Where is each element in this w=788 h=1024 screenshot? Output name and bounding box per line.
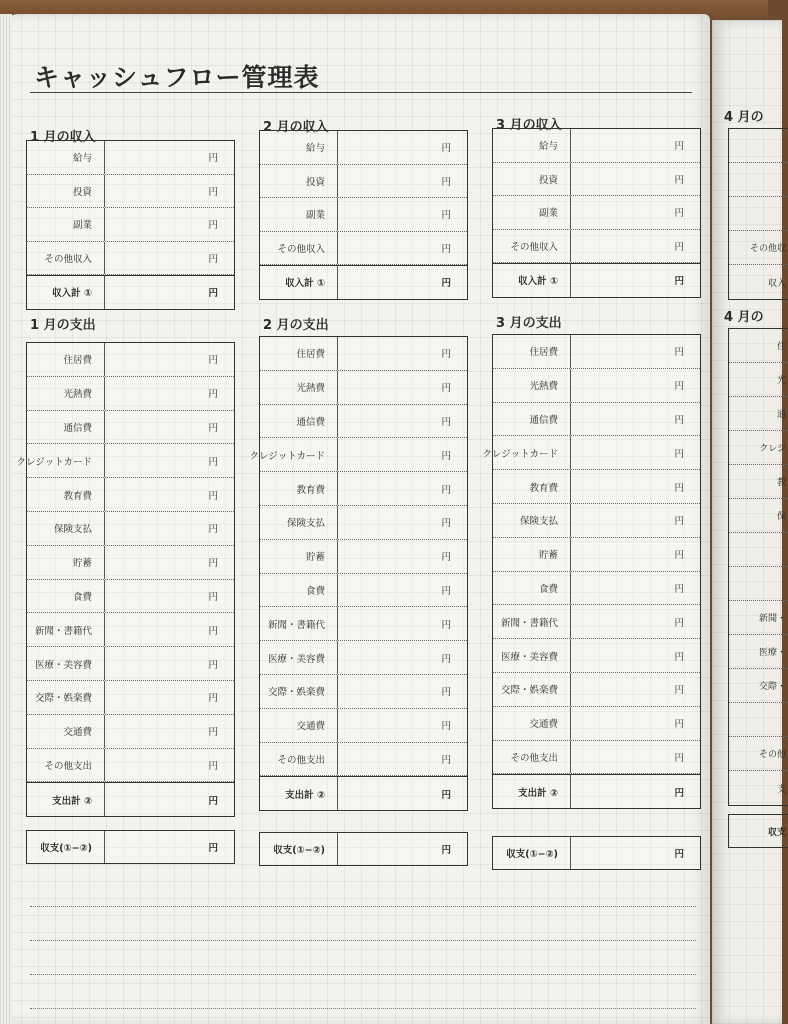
expense-item-row: [260, 405, 467, 439]
expense-item-row: [27, 377, 234, 411]
income-item-label: 投資: [493, 163, 571, 196]
income-item-row: [493, 129, 700, 163]
expense-item-label: 新聞・書籍代: [27, 613, 105, 646]
memo-line: [30, 1008, 696, 1010]
expense-item-partial: [729, 703, 788, 737]
income-item-partial: [729, 163, 788, 197]
expense-table-partial: [728, 328, 788, 806]
income-total-row: [27, 275, 234, 309]
expense-item-row: [249, 438, 467, 472]
expense-item-partial: 住: [729, 329, 788, 363]
income-item-label: 投資: [260, 165, 338, 198]
balance-box: [259, 832, 468, 866]
expense-item-amount-field[interactable]: 円: [441, 687, 451, 699]
expense-item-row: [27, 715, 234, 749]
expense-item-partial: 教: [729, 465, 788, 499]
income-item-label: 副業: [493, 196, 571, 229]
expense-item-amount-field[interactable]: 円: [208, 625, 218, 637]
income-total-amount-field[interactable]: 円: [674, 276, 684, 288]
expense-item-partial: その他: [729, 737, 788, 771]
income-item-row: [493, 230, 700, 264]
expense-item-amount-field[interactable]: 円: [441, 518, 451, 530]
income-item-partial: [729, 197, 788, 231]
expense-item-label: 保険支払: [27, 512, 105, 545]
income-item-amount-field[interactable]: 円: [208, 153, 218, 165]
expense-item-amount-field[interactable]: 円: [441, 585, 451, 597]
income-item-row: [260, 198, 467, 232]
income-item-label: その他収入: [27, 242, 105, 275]
expense-item-row: [27, 478, 234, 512]
expense-item-label: クレジットカード: [493, 436, 571, 469]
expense-item-label: 通信費: [260, 405, 338, 438]
expense-item-amount-field[interactable]: 円: [208, 490, 218, 502]
expense-item-amount-field[interactable]: 円: [674, 651, 684, 663]
income-table: [492, 128, 701, 298]
expense-item-label: 貯蓄: [27, 546, 105, 579]
income-table: [26, 140, 235, 310]
expense-item-label: 教育費: [260, 472, 338, 505]
expense-item-partial: クレジ: [729, 431, 788, 465]
expense-item-label: 通信費: [493, 403, 571, 436]
expense-item-label: 新聞・書籍代: [493, 605, 571, 638]
next-page-edge: [712, 20, 786, 1024]
income-item-row: [493, 196, 700, 230]
income-item-label: その他収入: [260, 232, 338, 265]
expense-item-label: 通信費: [27, 411, 105, 444]
expense-item-label: 保険支払: [493, 504, 571, 537]
income-table: [259, 130, 468, 300]
income-item-row: [27, 141, 234, 175]
expense-item-label: 教育費: [27, 478, 105, 511]
income-total-amount-field[interactable]: 円: [441, 278, 451, 290]
title-underline: [30, 92, 692, 93]
expense-item-amount-field[interactable]: 円: [674, 583, 684, 595]
expense-item-partial: 通: [729, 397, 788, 431]
expense-item-row: [493, 335, 700, 369]
income-item-amount-field[interactable]: 円: [441, 176, 451, 188]
income-item-amount-field[interactable]: 円: [208, 220, 218, 232]
expense-item-amount-field[interactable]: 円: [674, 550, 684, 562]
income-item-partial: [729, 129, 788, 163]
expense-item-label: その他支出: [27, 749, 105, 782]
expense-item-row: [260, 574, 467, 608]
income-heading: 1 月の収入: [30, 130, 96, 145]
expense-item-label: 貯蓄: [493, 538, 571, 571]
expense-item-amount-field[interactable]: 円: [674, 516, 684, 528]
expense-item-label: 交通費: [27, 715, 105, 748]
income-total-row: [260, 265, 467, 299]
expense-item-label: その他支出: [260, 743, 338, 776]
income-item-row: [260, 131, 467, 165]
income-item-label: 副業: [260, 198, 338, 231]
expense-item-row: [27, 681, 234, 715]
expense-item-row: [27, 343, 234, 377]
balance-amount-field[interactable]: 円: [208, 843, 218, 854]
expense-item-label: 光熱費: [27, 377, 105, 410]
expense-total-amount-field[interactable]: 円: [441, 789, 451, 801]
expense-item-label: 食費: [27, 580, 105, 613]
expense-item-amount-field[interactable]: 円: [441, 754, 451, 766]
expense-item-amount-field[interactable]: 円: [441, 552, 451, 564]
expense-item-partial: 医療・: [729, 635, 788, 669]
income-item-amount-field[interactable]: 円: [441, 210, 451, 222]
expense-item-row: [493, 470, 700, 504]
expense-total-row: [27, 782, 234, 816]
expense-table: [482, 334, 701, 809]
expense-item-partial: 支: [776, 784, 786, 795]
expense-item-label: 住居費: [260, 337, 338, 370]
expense-total-amount-field[interactable]: 円: [674, 787, 684, 799]
expense-item-amount-field[interactable]: 円: [674, 482, 684, 494]
expense-table: [16, 342, 235, 817]
expense-item-label: 光熱費: [493, 369, 571, 402]
expense-item-label: 貯蓄: [260, 540, 338, 573]
expense-item-amount-field[interactable]: 円: [441, 383, 451, 395]
income-item-amount-field[interactable]: 円: [208, 253, 218, 265]
balance-box: [492, 836, 701, 870]
income-item-row: [260, 165, 467, 199]
expense-item-amount-field[interactable]: 円: [208, 558, 218, 570]
expense-total-row: [260, 776, 467, 810]
expense-item-label: 医療・美容費: [493, 639, 571, 672]
expense-item-row: [27, 647, 234, 681]
expense-item-label: 医療・美容費: [260, 641, 338, 674]
expense-total-label: 支出計 ②: [493, 775, 571, 808]
expense-total-row: [493, 774, 700, 808]
balance-label: 収支(①−②): [27, 831, 105, 863]
memo-line: [30, 974, 696, 976]
expense-item-amount-field[interactable]: 円: [208, 760, 218, 772]
expense-item-row: [260, 709, 467, 743]
income-heading: 3 月の収入: [496, 118, 562, 133]
page-title: キャッシュフロー管理表: [34, 63, 320, 92]
income-item-row: [27, 242, 234, 276]
expense-item-amount-field[interactable]: 円: [208, 591, 218, 603]
expense-item-label: 医療・美容費: [27, 647, 105, 680]
expense-item-row: [493, 639, 700, 673]
expense-heading-partial: 4 月の: [724, 310, 764, 325]
income-item-amount-field[interactable]: 円: [674, 208, 684, 220]
expense-item-amount-field[interactable]: 円: [441, 349, 451, 361]
expense-item-partial: 保: [729, 499, 788, 533]
expense-item-label: 交際・娯楽費: [493, 673, 571, 706]
expense-item-label: 交際・娯楽費: [260, 675, 338, 708]
expense-item-row: [260, 675, 467, 709]
income-item-amount-field[interactable]: 円: [208, 186, 218, 198]
expense-heading: 2 月の支出: [263, 318, 329, 333]
income-item-amount-field[interactable]: 円: [441, 143, 451, 155]
expense-item-row: [260, 641, 467, 675]
income-item-label: 投資: [27, 175, 105, 208]
expense-item-row: [27, 512, 234, 546]
expense-item-row: [260, 371, 467, 405]
expense-item-row: [260, 472, 467, 506]
expense-item-row: [27, 613, 234, 647]
expense-item-amount-field[interactable]: 円: [674, 448, 684, 460]
expense-heading: 1 月の支出: [30, 318, 96, 333]
income-item-amount-field[interactable]: 円: [441, 243, 451, 255]
expense-item-amount-field[interactable]: 円: [208, 727, 218, 739]
expense-item-row: [260, 607, 467, 641]
expense-item-label: 交通費: [260, 709, 338, 742]
income-item-label: 給与: [493, 129, 571, 162]
income-table-partial: [728, 128, 788, 300]
expense-item-label: 交際・娯楽費: [27, 681, 105, 714]
expense-item-label: 教育費: [493, 470, 571, 503]
income-total-label: 収入計 ①: [27, 276, 105, 309]
expense-item-label: 光熱費: [260, 371, 338, 404]
expense-item-amount-field[interactable]: 円: [441, 450, 451, 462]
balance-label: 収支(①−②): [493, 837, 571, 869]
expense-item-amount-field[interactable]: 円: [441, 484, 451, 496]
balance-box: [26, 830, 235, 864]
expense-item-partial: [729, 567, 788, 601]
income-item-row: [27, 208, 234, 242]
expense-item-label: クレジットカード: [27, 444, 105, 477]
memo-line: [30, 906, 696, 908]
income-total-amount-field[interactable]: 円: [208, 288, 218, 300]
expense-item-amount-field[interactable]: 円: [208, 389, 218, 401]
balance-label: 収支(①−②): [260, 833, 338, 865]
expense-item-amount-field[interactable]: 円: [441, 619, 451, 631]
income-item-partial: その他収: [729, 231, 788, 265]
expense-item-row: [260, 743, 467, 777]
expense-item-partial: 新聞・: [729, 601, 788, 635]
income-item-label: その他収入: [493, 230, 571, 263]
expense-item-amount-field[interactable]: 円: [208, 524, 218, 536]
expense-item-amount-field[interactable]: 円: [674, 381, 684, 393]
expense-item-label: 新聞・書籍代: [260, 607, 338, 640]
expense-item-row: [493, 572, 700, 606]
expense-item-label: 保険支払: [260, 506, 338, 539]
expense-item-amount-field[interactable]: 円: [674, 719, 684, 731]
income-heading-partial: 4 月の: [724, 110, 764, 125]
expense-item-row: [493, 741, 700, 775]
expense-item-amount-field[interactable]: 円: [208, 659, 218, 671]
expense-item-amount-field[interactable]: 円: [674, 617, 684, 629]
expense-item-row: [27, 546, 234, 580]
expense-item-row: [493, 369, 700, 403]
expense-item-row: [260, 540, 467, 574]
notebook-page: [4, 14, 710, 1024]
expense-item-amount-field[interactable]: 円: [441, 721, 451, 733]
income-item-amount-field[interactable]: 円: [674, 174, 684, 186]
income-item-label: 給与: [260, 131, 338, 164]
expense-item-row: [493, 673, 700, 707]
expense-item-amount-field[interactable]: 円: [208, 456, 218, 468]
income-item-label: 副業: [27, 208, 105, 241]
income-item-partial: 収入: [767, 278, 786, 289]
binding-edge: [0, 14, 12, 1024]
income-total-label: 収入計 ①: [493, 264, 571, 297]
income-item-row: [27, 175, 234, 209]
income-item-row: [493, 163, 700, 197]
expense-item-amount-field[interactable]: 円: [441, 653, 451, 665]
expense-item-row: [482, 436, 700, 470]
expense-item-row: [493, 403, 700, 437]
expense-item-label: 食費: [493, 572, 571, 605]
expense-item-row: [27, 749, 234, 783]
expense-item-label: 住居費: [493, 335, 571, 368]
expense-item-partial: [729, 533, 788, 567]
expense-item-amount-field[interactable]: 円: [208, 422, 218, 434]
income-total-row: [493, 263, 700, 297]
balance-amount-field[interactable]: 円: [674, 849, 684, 860]
balance-box-partial: [728, 814, 788, 848]
expense-item-amount-field[interactable]: 円: [441, 416, 451, 428]
expense-item-partial: 光: [729, 363, 788, 397]
expense-total-amount-field[interactable]: 円: [208, 795, 218, 807]
expense-item-amount-field[interactable]: 円: [674, 685, 684, 697]
expense-item-row: [493, 605, 700, 639]
expense-item-amount-field[interactable]: 円: [674, 414, 684, 426]
balance-label-partial: 収支: [767, 827, 786, 838]
expense-item-label: 食費: [260, 574, 338, 607]
expense-item-row: [493, 538, 700, 572]
expense-item-partial: 交際・: [729, 669, 788, 703]
expense-item-row: [27, 411, 234, 445]
expense-item-label: クレジットカード: [260, 438, 338, 471]
income-item-amount-field[interactable]: 円: [674, 241, 684, 253]
expense-item-row: [493, 504, 700, 538]
income-item-amount-field[interactable]: 円: [674, 141, 684, 153]
expense-item-row: [27, 580, 234, 614]
expense-item-row: [260, 337, 467, 371]
income-heading: 2 月の収入: [263, 120, 329, 135]
expense-item-amount-field[interactable]: 円: [674, 347, 684, 359]
expense-table: [249, 336, 468, 811]
expense-item-amount-field[interactable]: 円: [208, 693, 218, 705]
expense-item-amount-field[interactable]: 円: [674, 752, 684, 764]
expense-item-row: [493, 707, 700, 741]
income-total-label: 収入計 ①: [260, 266, 338, 299]
expense-total-label: 支出計 ②: [260, 777, 338, 810]
expense-item-row: [16, 444, 234, 478]
expense-total-label: 支出計 ②: [27, 783, 105, 816]
expense-item-label: 住居費: [27, 343, 105, 376]
expense-item-label: 交通費: [493, 707, 571, 740]
balance-amount-field[interactable]: 円: [441, 845, 451, 856]
expense-heading: 3 月の支出: [496, 316, 562, 331]
expense-item-amount-field[interactable]: 円: [208, 355, 218, 367]
memo-line: [30, 940, 696, 942]
income-item-label: 給与: [27, 141, 105, 174]
expense-item-label: その他支出: [493, 741, 571, 774]
income-item-row: [260, 232, 467, 266]
expense-item-row: [260, 506, 467, 540]
